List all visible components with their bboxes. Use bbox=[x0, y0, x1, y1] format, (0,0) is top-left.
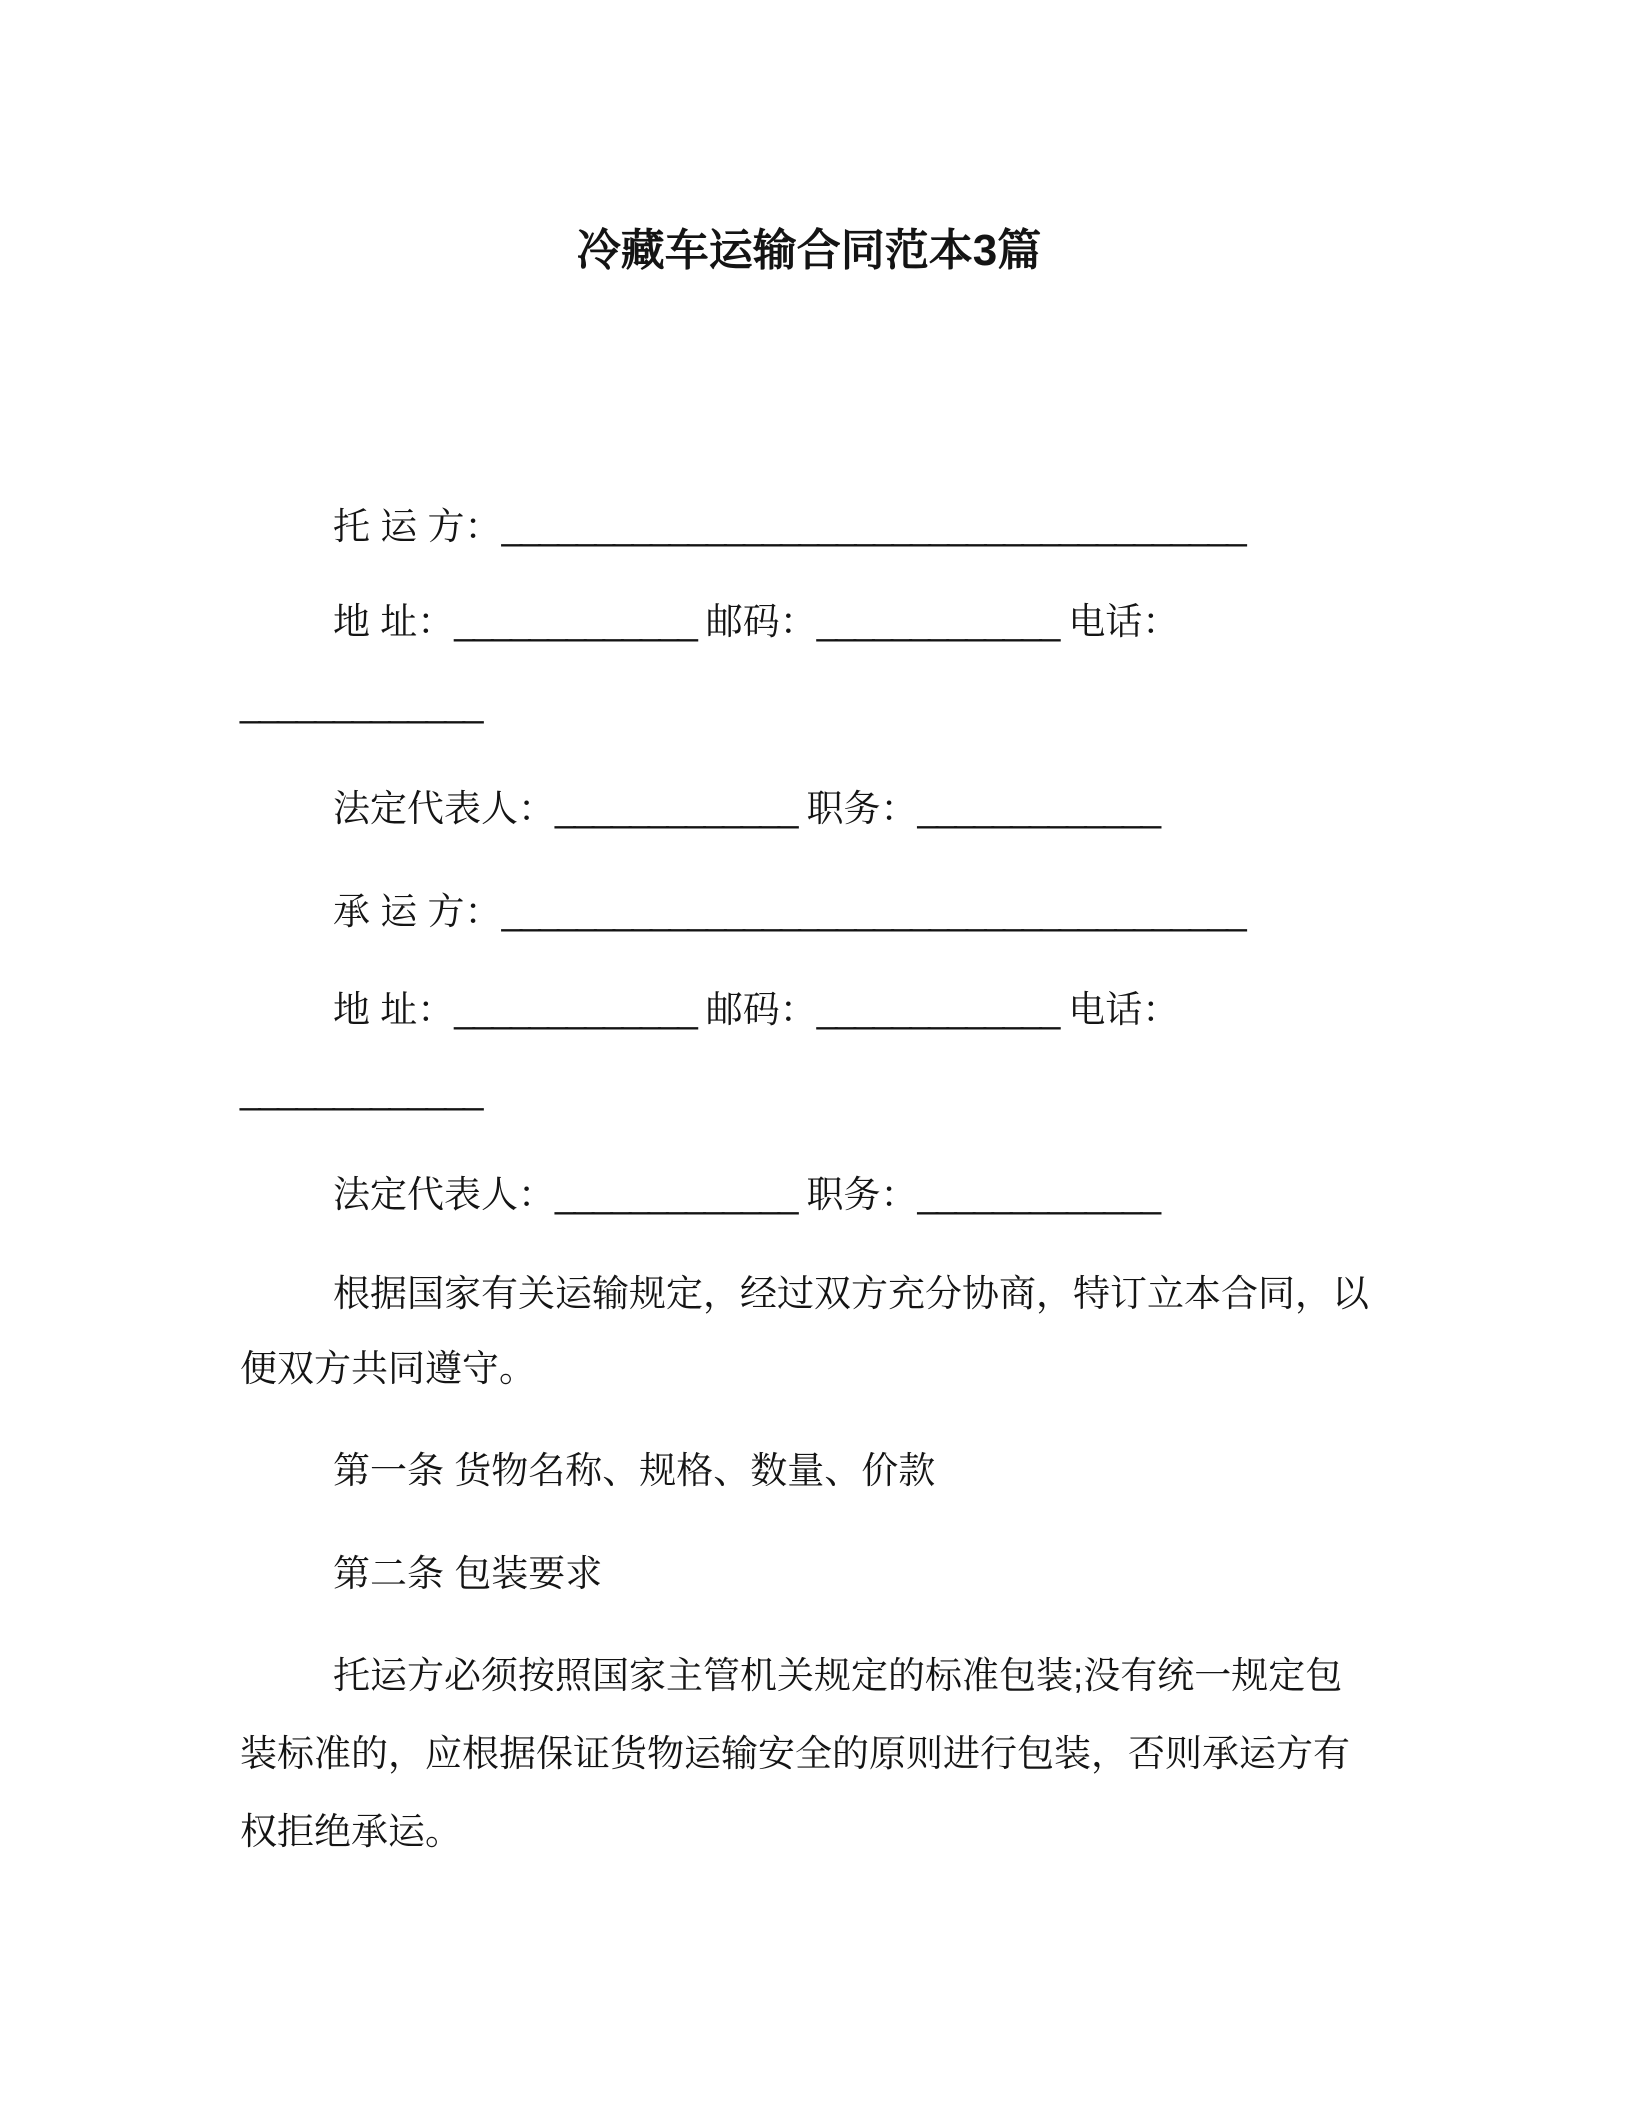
shipper-position-blank: _____________ bbox=[917, 788, 1160, 829]
carrier-address-blank: _____________ bbox=[454, 989, 696, 1030]
shipper-phone-label: 电话： bbox=[1068, 601, 1180, 642]
shipper-representative-blank: _____________ bbox=[555, 788, 797, 829]
shipper-phone-row bbox=[240, 685, 482, 722]
carrier-representative-row bbox=[333, 1176, 1159, 1213]
shipper-address-label: 地 址： bbox=[333, 601, 455, 642]
carrier-phone-blank: _____________ bbox=[240, 1070, 482, 1111]
shipper-phone-blank: _____________ bbox=[240, 683, 482, 724]
shipper-name-blank: ________________________________________ bbox=[501, 506, 1245, 547]
article-2-paragraph-line: 装标准的，应根据保证货物运输安全的原则进行包装，否则承运方有 bbox=[240, 1733, 1350, 1774]
carrier-postcode-label: 邮码： bbox=[705, 989, 817, 1030]
intro-paragraph-line: 便双方共同遵守。 bbox=[240, 1348, 536, 1389]
shipper-label: 托 运 方： bbox=[333, 506, 502, 547]
shipper-row bbox=[333, 508, 1245, 545]
document-title: 冷藏车运输合同范本3篇 bbox=[576, 226, 1042, 275]
carrier-position-label: 职务： bbox=[806, 1174, 918, 1215]
article-2-paragraph-line: 权拒绝承运。 bbox=[240, 1811, 462, 1852]
article-2-heading: 第二条 包装要求 bbox=[333, 1553, 603, 1594]
carrier-name-blank: ________________________________________ bbox=[501, 891, 1245, 932]
shipper-representative-label: 法定代表人： bbox=[333, 788, 555, 829]
shipper-position-label: 职务： bbox=[806, 788, 918, 829]
shipper-postcode-label: 邮码： bbox=[705, 601, 817, 642]
carrier-postcode-blank: _____________ bbox=[816, 989, 1059, 1030]
carrier-address-label: 地 址： bbox=[333, 989, 455, 1030]
shipper-postcode-blank: _____________ bbox=[816, 601, 1059, 642]
intro-paragraph-line: 根据国家有关运输规定，经过双方充分协商，特订立本合同，以 bbox=[333, 1273, 1369, 1314]
carrier-phone-label: 电话： bbox=[1068, 989, 1180, 1030]
carrier-row bbox=[333, 893, 1245, 930]
carrier-representative-blank: _____________ bbox=[555, 1174, 797, 1215]
carrier-position-blank: _____________ bbox=[917, 1174, 1160, 1215]
article-2-paragraph-line: 托运方必须按照国家主管机关规定的标准包装;没有统一规定包 bbox=[333, 1655, 1343, 1696]
article-1-heading: 第一条 货物名称、规格、数量、价款 bbox=[333, 1450, 936, 1491]
shipper-representative-row bbox=[333, 790, 1159, 827]
carrier-label: 承 运 方： bbox=[333, 891, 502, 932]
carrier-representative-label: 法定代表人： bbox=[333, 1174, 555, 1215]
shipper-contact-row bbox=[333, 603, 1179, 640]
carrier-phone-row bbox=[240, 1072, 482, 1109]
carrier-contact-row bbox=[333, 991, 1179, 1028]
shipper-address-blank: _____________ bbox=[454, 601, 696, 642]
